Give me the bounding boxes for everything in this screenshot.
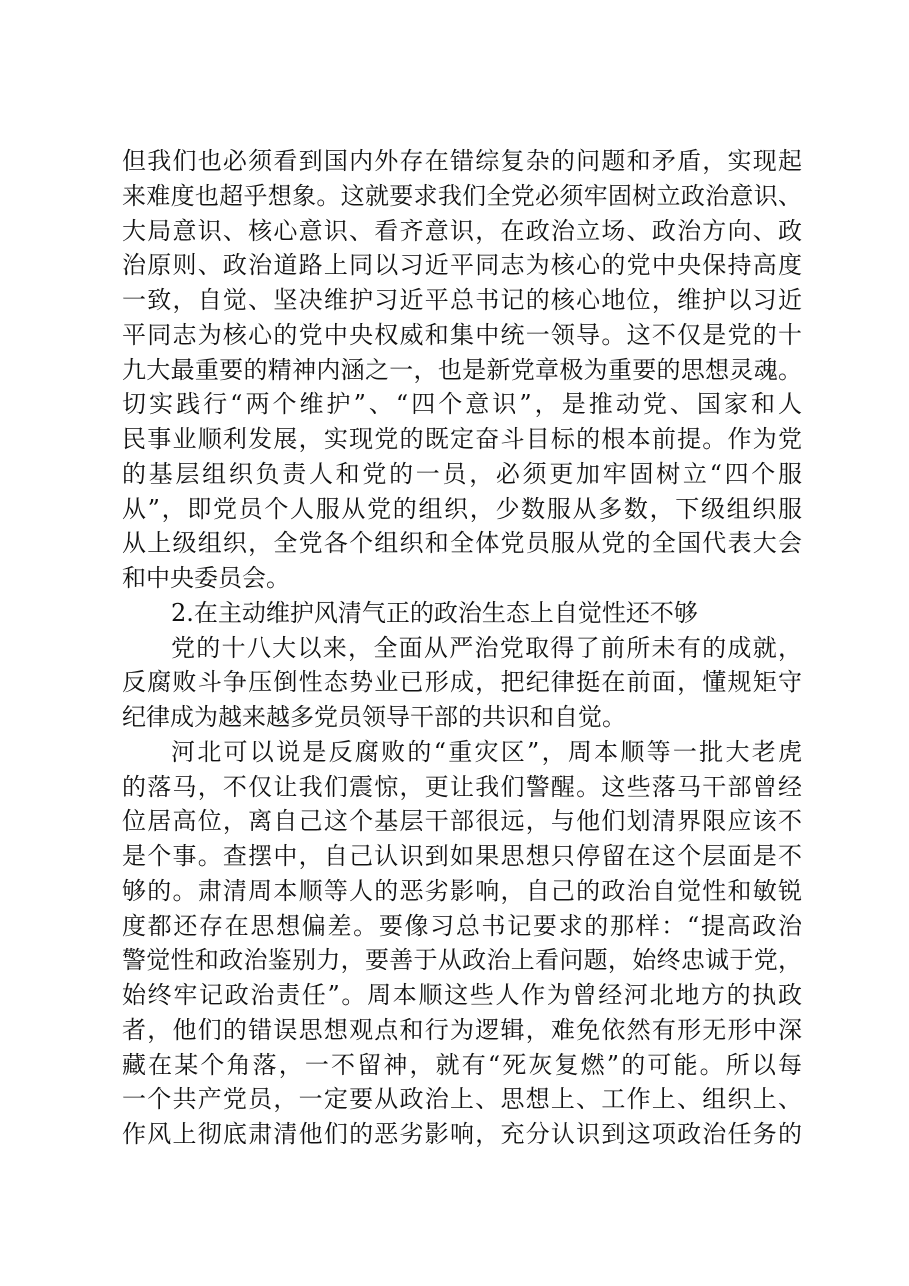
text-line: 是个事。查摆中，自己认识到如果思想只停留在这个层面是不 — [122, 842, 802, 870]
text-line: 者，他们的错误思想观点和行为逻辑，难免依然有形无形中深 — [122, 1015, 802, 1044]
text-line: 藏在某个角落，一不留神，就有“死灰复燃”的可能。所以每 — [122, 1050, 802, 1079]
text-line: 大局意识、核心意识、看齐意识，在政治立场、政治方向、政 — [122, 216, 802, 245]
text-line: 2.在主动维护风清气正的政治生态上自觉性还不够 — [171, 598, 698, 627]
text-line: 平同志为核心的党中央权威和集中统一领导。这不仅是党的十 — [122, 320, 802, 349]
text-line: 纪律成为越来越多党员领导干部的共识和自觉。 — [122, 703, 626, 731]
text-line: 从上级组织，全党各个组织和全体党员服从党的全国代表大会 — [122, 529, 802, 558]
text-line: 但我们也必须看到国内外存在错综复杂的问题和矛盾，实现起 — [122, 147, 802, 175]
text-line: 和中央委员会。 — [122, 564, 290, 592]
text-line: 够的。肃清周本顺等人的恶劣影响，自己的政治自觉性和敏锐 — [122, 876, 802, 905]
text-line: 民事业顺利发展，实现党的既定奋斗目标的根本前提。作为党 — [122, 425, 802, 453]
text-line: 切实践行“两个维护”、“四个意识”，是推动党、国家和人 — [122, 390, 802, 419]
text-line: 来难度也超乎想象。这就要求我们全党必须牢固树立政治意识、 — [122, 181, 802, 210]
text-line: 的落马，不仅让我们震惊，更让我们警醒。这些落马干部曾经 — [122, 772, 802, 801]
text-line: 作风上彻底肃清他们的恶劣影响，充分认识到这项政治任务的 — [122, 1120, 802, 1148]
body-text — [122, 144, 802, 1152]
text-line: 党的十八大以来，全面从严治党取得了前所未有的成就， — [171, 633, 802, 662]
text-line: 警觉性和政治鉴别力，要善于从政治上看问题，始终忠诚于党， — [122, 946, 802, 975]
text-line: 一致，自觉、坚决维护习近平总书记的核心地位，维护以习近 — [122, 286, 802, 314]
text-line: 反腐败斗争压倒性态势业已形成，把纪律挺在前面，懂规矩守 — [122, 668, 802, 697]
text-line: 河北可以说是反腐败的“重灾区”，周本顺等一批大老虎 — [171, 737, 802, 766]
text-line: 始终牢记政治责任”。周本顺这些人作为曾经河北地方的执政 — [122, 981, 802, 1009]
text-line: 度都还存在思想偏差。要像习总书记要求的那样：“提高政治 — [122, 911, 802, 940]
text-line: 治原则、政治道路上同以习近平同志为核心的党中央保持高度 — [122, 251, 802, 280]
text-line: 九大最重要的精神内涵之一，也是新党章极为重要的思想灵魂。 — [122, 355, 802, 384]
text-line: 的基层组织负责人和党的一员，必须更加牢固树立“四个服 — [122, 459, 802, 488]
text-line: 位居高位，离自己这个基层干部很远，与他们划清界限应该不 — [122, 807, 802, 836]
text-line: 一个共产党员，一定要从政治上、思想上、工作上、组织上、 — [122, 1085, 802, 1114]
text-line: 从”，即党员个人服从党的组织，少数服从多数，下级组织服 — [122, 494, 802, 523]
